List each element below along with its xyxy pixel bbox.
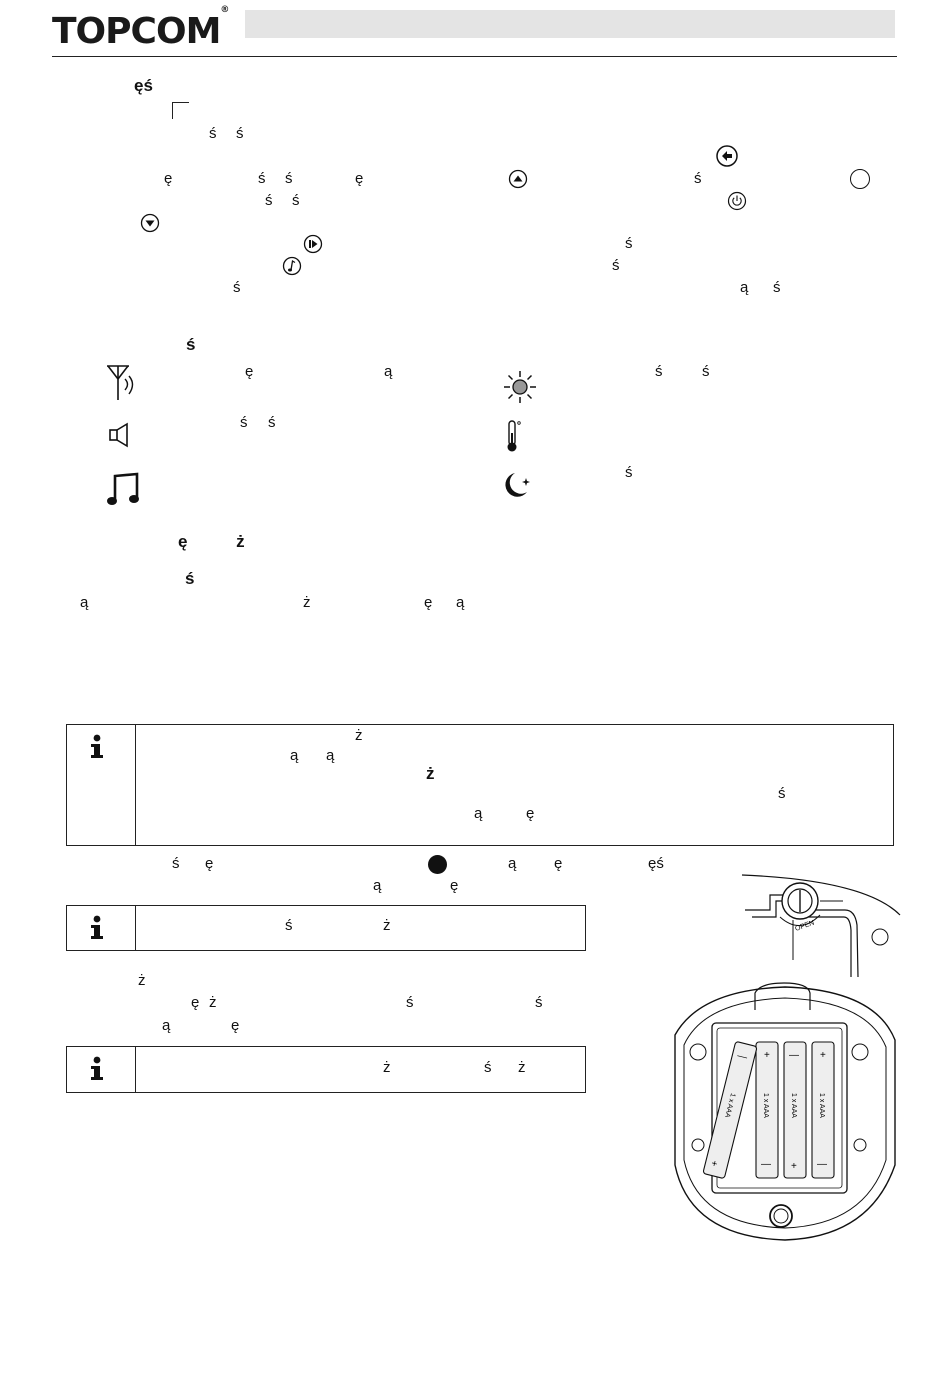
battery-compartment-figure: [660, 865, 910, 1245]
music-button-icon: [282, 256, 302, 276]
section3-heading: ę ż: [178, 532, 245, 551]
header-bar: [245, 10, 895, 38]
play-button-icon: [303, 234, 323, 254]
s1-char: ś: [258, 170, 266, 187]
backlight-sun-icon: [503, 370, 537, 404]
para2-char: ą: [162, 1017, 171, 1034]
s2-char: ś: [268, 414, 276, 431]
s2-char: ś: [625, 464, 633, 481]
note3-char: ż: [518, 1059, 526, 1076]
para2-char: ę: [231, 1017, 240, 1034]
para1-char: ą: [373, 877, 382, 894]
note3-char: ż: [383, 1059, 391, 1076]
battery-plus-label: +: [820, 1050, 826, 1061]
s2-char: ę: [245, 363, 254, 380]
para2-char: ę: [191, 994, 200, 1011]
para2-char: ś: [535, 994, 543, 1011]
black-button-icon: [428, 855, 447, 874]
note2-char: ż: [383, 917, 391, 934]
s1-char: ś: [773, 279, 781, 296]
header-rule: [52, 56, 897, 57]
s1-char: ę: [355, 170, 364, 187]
info-icon: [89, 1056, 105, 1082]
alarm-set-icon: [715, 144, 739, 168]
s1-char: ś: [625, 235, 633, 252]
para2-char: ż: [138, 972, 146, 989]
s1-char: ś: [292, 192, 300, 209]
battery-plus-label: +: [764, 1050, 770, 1061]
section1-heading: ęś: [134, 76, 153, 95]
up-button-icon: [508, 169, 528, 189]
topcom-logo: [52, 5, 229, 52]
note1-char: ę: [526, 805, 535, 822]
s1-char: ś: [285, 170, 293, 187]
battery: [756, 1042, 778, 1178]
note1-char: ż: [426, 764, 435, 783]
power-icon: [727, 191, 747, 211]
s2-char: ś: [702, 363, 710, 380]
para1-char: ś: [172, 855, 180, 872]
checkbox-icon: [172, 102, 189, 119]
music-note-icon: [107, 471, 141, 507]
para1-char: ę: [205, 855, 214, 872]
battery-label: 1 x AAA: [723, 1092, 737, 1119]
s1-char: ą: [740, 279, 749, 296]
s2-char: ą: [384, 363, 393, 380]
s3-char: ż: [303, 594, 311, 611]
battery-plus-label: +: [710, 1158, 719, 1171]
s3-char: ę: [424, 594, 433, 611]
note2-char: ś: [285, 917, 293, 934]
battery-label: 1 x AAA: [790, 1093, 797, 1118]
circle-button-icon: [849, 168, 871, 190]
registered-mark: ®: [220, 5, 229, 15]
para2-char: ż: [209, 994, 217, 1011]
thermometer-icon: [505, 419, 525, 453]
battery-minus-label: —: [761, 1159, 771, 1170]
brand-name: TOPCOM: [52, 11, 221, 52]
info-note-box: [66, 905, 586, 951]
s3-char: ą: [456, 594, 465, 611]
info-icon: [89, 734, 105, 760]
para1-char: ą: [508, 855, 517, 872]
battery-minus-label: —: [736, 1050, 749, 1064]
note1-char: ą: [290, 747, 299, 764]
open-label: OPEN: [794, 919, 816, 933]
battery: [784, 1042, 806, 1178]
battery-label: 1 x AAA: [818, 1093, 825, 1118]
para1-char: ę: [554, 855, 563, 872]
para1-char: ę: [450, 877, 459, 894]
note3-char: ś: [484, 1059, 492, 1076]
speaker-icon: [108, 422, 136, 450]
note1-char: ż: [355, 727, 363, 744]
para2-char: ś: [406, 994, 414, 1011]
s1-char: ś: [209, 125, 217, 142]
s1-char: ś: [612, 257, 620, 274]
para1-char: ęś: [648, 855, 664, 872]
s2-char: ś: [240, 414, 248, 431]
s2-char: ś: [655, 363, 663, 380]
night-moon-icon: [501, 470, 535, 502]
info-note-box: [66, 724, 894, 846]
s3-char: ą: [80, 594, 89, 611]
radio-antenna-icon: [105, 364, 141, 402]
section3-subheading: ś: [185, 569, 195, 588]
down-button-icon: [140, 213, 160, 233]
battery: [812, 1042, 834, 1178]
section2-heading: ś: [186, 335, 196, 354]
s1-char: ś: [236, 125, 244, 142]
info-icon: [89, 915, 105, 941]
s1-char: ś: [694, 170, 702, 187]
note1-char: ą: [326, 747, 335, 764]
battery-minus-label: —: [817, 1159, 827, 1170]
note1-char: ą: [474, 805, 483, 822]
info-note-box: [66, 1046, 586, 1093]
battery-label: 1 x AAA: [762, 1093, 769, 1118]
note1-char: ś: [778, 785, 786, 802]
s1-char: ś: [265, 192, 273, 209]
battery-plus-label: +: [791, 1161, 797, 1172]
s1-char: ś: [233, 279, 241, 296]
s1-char: ę: [164, 170, 173, 187]
battery-minus-label: —: [789, 1050, 799, 1061]
screw-detail: [742, 875, 900, 977]
